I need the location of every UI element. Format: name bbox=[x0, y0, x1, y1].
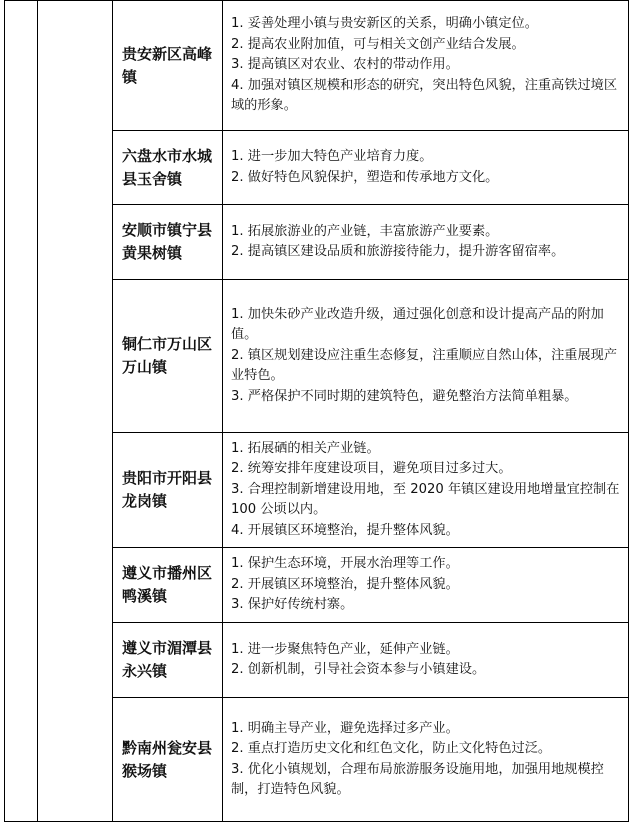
list-item: 2. 重点打造历史文化和红色文化，防止文化特色过泛。 bbox=[231, 741, 552, 756]
recommendation-list bbox=[223, 131, 629, 205]
recommendation-list bbox=[223, 1, 629, 131]
list-item: 1. 拓展旅游业的产业链，丰富旅游产业要素。 bbox=[231, 223, 499, 239]
list-item: 3. 严格保护不同时期的建筑特色，避免整治方法简单粗暴。 bbox=[231, 388, 578, 404]
list-item: 2. 开展镇区环境整治，提升整体风貌。 bbox=[231, 576, 459, 592]
list-item: 1. 进一步聚焦特色产业，延伸产业链。 bbox=[231, 641, 459, 657]
list-item: 4. 开展镇区环境整治，提升整体风貌。 bbox=[231, 522, 459, 538]
list-item: 1. 妥善处理小镇与贵安新区的关系，明确小镇定位。 bbox=[231, 16, 538, 32]
town-name: 六盘水市水城县玉舍镇 bbox=[113, 131, 223, 205]
list-item: 2. 提高镇区建设品质和旅游接待能力，提升游客留宿率。 bbox=[231, 244, 565, 259]
town-name: 遵义市播州区鸭溪镇 bbox=[113, 548, 223, 623]
list-item: 3. 提高镇区对农业、农村的带动作用。 bbox=[231, 57, 459, 73]
list-item: 3. 优化小镇规划，合理布局旅游服务设施用地，加强用地规模控制，打造特色风貌。 bbox=[231, 761, 604, 797]
town-table bbox=[4, 0, 629, 822]
town-name: 铜仁市万山区万山镇 bbox=[113, 280, 223, 433]
recommendation-list bbox=[223, 280, 629, 433]
town-name: 黔南州瓮安县猴场镇 bbox=[113, 698, 223, 822]
recommendation-list bbox=[223, 623, 629, 698]
list-item: 4. 加强对镇区规模和形态的研究，突出特色风貌，注重高铁过境区域的形象。 bbox=[231, 77, 618, 114]
list-item: 1. 保护生态环境，开展水治理等工作。 bbox=[231, 556, 459, 572]
list-item: 3. 保护好传统村寨。 bbox=[231, 597, 354, 613]
list-item: 1. 进一步加大特色产业培育力度。 bbox=[231, 149, 433, 164]
town-name: 贵安新区高峰镇 bbox=[113, 1, 223, 131]
list-item: 2. 创新机制，引导社会资本参与小镇建设。 bbox=[231, 662, 486, 677]
list-item: 1. 明确主导产业，避免选择过多产业。 bbox=[231, 720, 459, 736]
recommendation-list bbox=[223, 548, 629, 623]
town-name: 安顺市镇宁县黄果树镇 bbox=[113, 205, 223, 280]
list-item: 1. 拓展硒的相关产业链。 bbox=[231, 440, 380, 456]
list-item: 2. 做好特色风貌保护，塑造和传承地方文化。 bbox=[231, 169, 499, 185]
recommendation-list bbox=[223, 698, 629, 822]
table-row bbox=[5, 1, 629, 131]
recommendation-list bbox=[223, 205, 629, 280]
list-item: 2. 统筹安排年度建设项目，避免项目过多过大。 bbox=[231, 461, 512, 477]
list-item: 1. 加快朱砂产业改造升级，通过强化创意和设计提高产品的附加值。 bbox=[231, 306, 604, 343]
blank-column-2 bbox=[38, 1, 113, 822]
town-name: 贵阳市开阳县龙岗镇 bbox=[113, 433, 223, 548]
blank-column-1 bbox=[5, 1, 38, 822]
list-item: 2. 提高农业附加值，可与相关文创产业结合发展。 bbox=[231, 36, 525, 52]
town-name: 遵义市湄潭县永兴镇 bbox=[113, 623, 223, 698]
list-item: 3. 合理控制新增建设用地，至 2020 年镇区建设用地增量宜控制在 100 公顷以内。 bbox=[231, 481, 620, 518]
list-item: 2. 镇区规划建设应注重生态修复，注重顺应自然山体，注重展现产业特色。 bbox=[231, 347, 618, 384]
recommendation-list bbox=[223, 433, 629, 548]
